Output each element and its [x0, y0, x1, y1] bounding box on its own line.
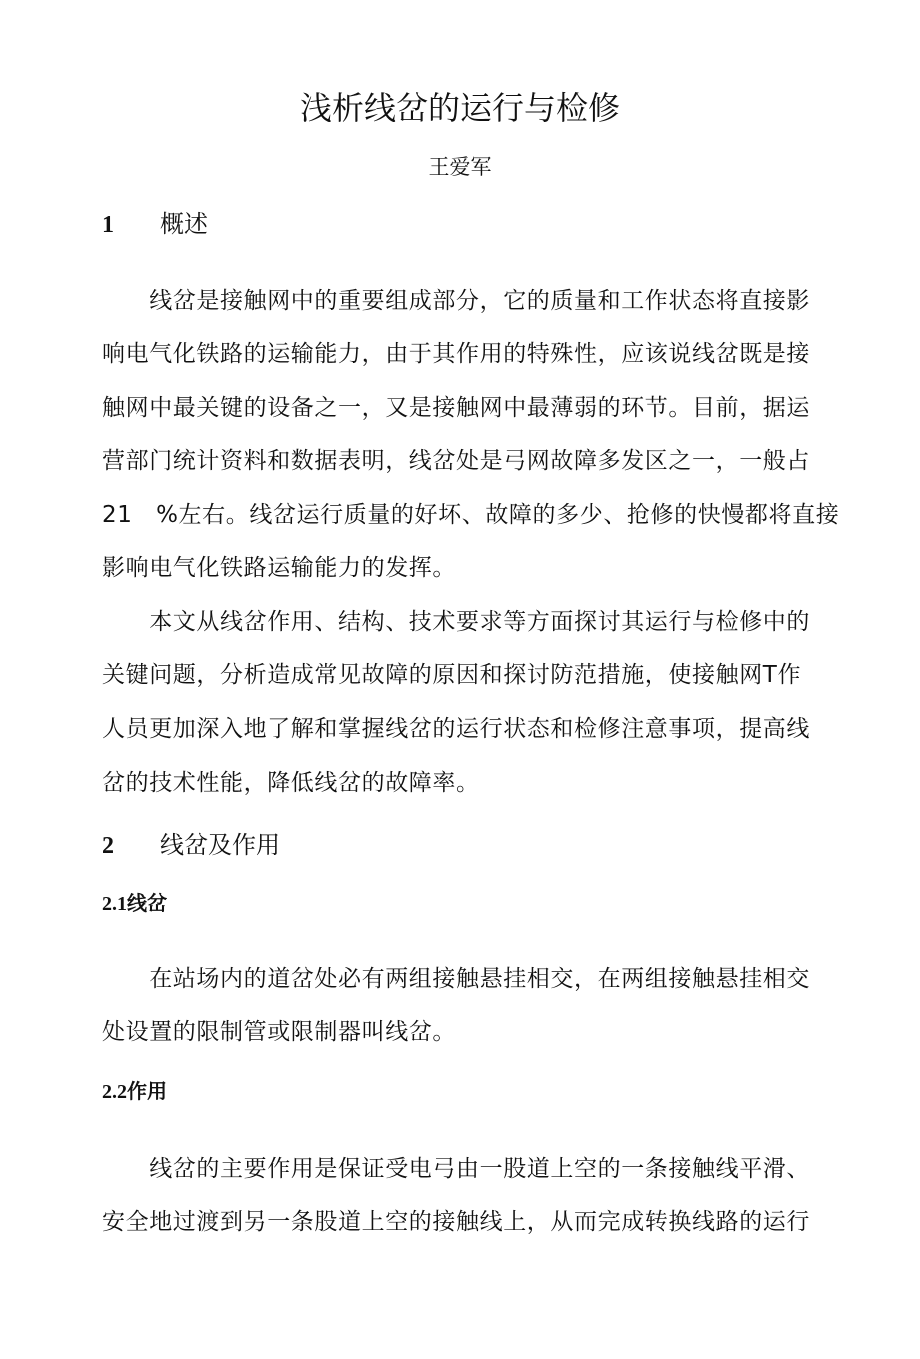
- subsection-title: 线岔: [127, 891, 167, 915]
- section-heading-2: [102, 830, 280, 861]
- subsection-title: 作用: [127, 1079, 167, 1103]
- subsection-heading-2-2: [102, 1077, 167, 1106]
- subsection-heading-2-1: [102, 889, 167, 918]
- author: 王爱军: [428, 155, 492, 179]
- text-line: 响电气化铁路的运输能力，由于其作用的特殊性，应该说线岔既是接: [102, 341, 810, 367]
- text-line: 人员更加深入地了解和掌握线岔的运行状态和检修注意事项，提高线: [102, 716, 810, 742]
- text-line: 在站场内的道岔处必有两组接触悬挂相交，在两组接触悬挂相交: [102, 966, 810, 992]
- text-line: 营部门统计资料和数据表明，线岔处是弓网故障多发区之一，一般占: [102, 448, 810, 474]
- text-line: 影响电气化铁路运输能力的发挥。: [102, 555, 456, 581]
- section-number: 2: [102, 833, 114, 859]
- text-line: 处设置的限制管或限制器叫线岔。: [102, 1019, 456, 1045]
- text-line: 触网中最关键的设备之一，又是接触网中最薄弱的环节。目前，据运: [102, 395, 810, 421]
- text-line: 线岔的主要作用是保证受电弓由一股道上空的一条接触线平滑、: [102, 1156, 810, 1182]
- section-heading-1: [102, 209, 208, 240]
- text-line: 关键问题，分析造成常见故障的原因和探讨防范措施，使接触网T作: [102, 662, 802, 688]
- text-line: 本文从线岔作用、结构、技术要求等方面探讨其运行与检修中的: [102, 609, 810, 635]
- subsection-number: 2.2: [102, 1081, 127, 1103]
- text-line: 线岔是接触网中的重要组成部分，它的质量和工作状态将直接影: [102, 288, 810, 314]
- document-title: 浅析线岔的运行与检修: [299, 89, 620, 127]
- section-title: 线岔及作用: [160, 831, 280, 859]
- text-line: 安全地过渡到另一条股道上空的接触线上，从而完成转换线路的运行: [102, 1209, 810, 1235]
- section-number: 1: [102, 212, 114, 238]
- subsection-number: 2.1: [102, 893, 127, 915]
- section-title: 概述: [160, 210, 208, 238]
- text-line: 21 %左右。线岔运行质量的好坏、故障的多少、抢修的快慢都将直接: [102, 502, 840, 528]
- text-line: 岔的技术性能，降低线岔的故障率。: [102, 770, 480, 796]
